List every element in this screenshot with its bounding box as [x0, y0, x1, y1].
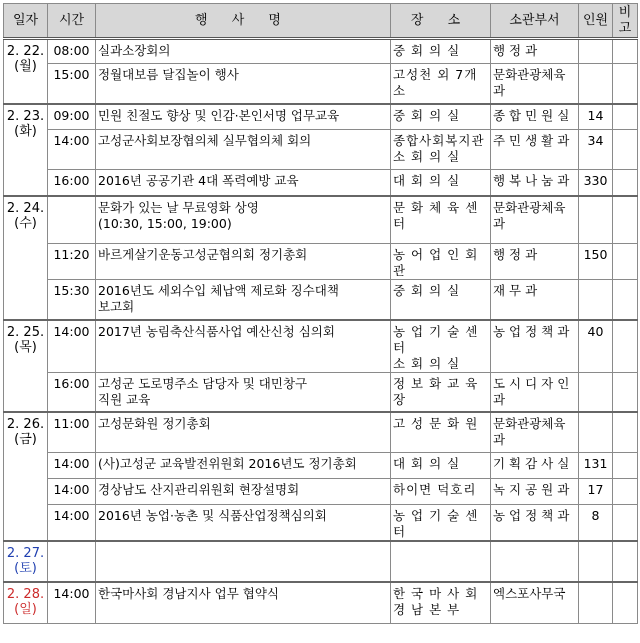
day-weekday: (수) — [14, 215, 37, 231]
day-date-cell — [4, 582, 48, 624]
event-cell — [96, 541, 391, 582]
dept-name: 재 무 과 — [493, 283, 538, 298]
day-weekday: (일) — [14, 601, 37, 617]
time-cell: 11:00 — [48, 412, 96, 452]
day-date: 2. 25. — [6, 324, 45, 340]
event-name: 보고회 — [98, 299, 135, 314]
header-event: 행 사 명 — [96, 4, 391, 39]
dept-name: 행 정 과 — [493, 43, 538, 58]
event-name: 고성군사회보장협의체 실무협의체 회의 — [98, 133, 312, 148]
place-cell — [391, 478, 491, 504]
note-cell — [613, 320, 638, 373]
note-cell — [613, 196, 638, 244]
event-cell — [96, 196, 391, 244]
note-cell — [613, 104, 638, 130]
event-cell — [96, 104, 391, 130]
event-name: 문화가 있는 날 무료영화 상영 — [98, 199, 259, 215]
count-cell — [579, 582, 613, 624]
dept-name: 도 시 디 자 인 과 — [493, 375, 570, 407]
count-cell — [579, 64, 613, 104]
time-cell: 08:00 — [48, 39, 96, 64]
dept-name: 과 — [493, 215, 506, 231]
place-name: 정 보 화 교 육 장 — [393, 375, 479, 407]
day-date-cell — [4, 196, 48, 320]
header-count: 인원 — [579, 4, 613, 39]
place-name: 중 회 의 실 — [393, 43, 461, 58]
event-name: 2016년 농업·농촌 및 식품산업정책심의회 — [98, 507, 327, 523]
note-cell — [613, 478, 638, 504]
event-name: 고성문화원 정기총회 — [98, 416, 211, 431]
event-cell — [96, 412, 391, 452]
time-cell: 14:00 — [48, 582, 96, 624]
event-cell — [96, 504, 391, 541]
note-cell — [613, 39, 638, 64]
table-row — [4, 372, 638, 412]
time-cell: 16:00 — [48, 372, 96, 412]
count-cell: 8 — [579, 504, 613, 541]
note-cell — [613, 280, 638, 320]
time-cell — [48, 541, 96, 582]
dept-name: 종 합 민 원 실 — [493, 107, 570, 123]
dept-cell — [491, 170, 579, 196]
event-name: 정월대보름 달집놀이 행사 — [98, 67, 239, 82]
table-row — [4, 320, 638, 373]
place-name: 소 회 의 실 — [393, 355, 461, 371]
day-date: 2. 24. — [6, 200, 45, 216]
table-row — [4, 412, 638, 452]
table-row — [4, 104, 638, 130]
header-place: 장 소 — [391, 4, 491, 39]
place-name: 농 업 기 술 센 터 — [393, 323, 479, 355]
schedule-table — [3, 3, 638, 624]
count-cell — [579, 196, 613, 244]
dept-cell — [491, 244, 579, 280]
event-cell — [96, 582, 391, 624]
event-cell — [96, 478, 391, 504]
time-cell: 14:00 — [48, 320, 96, 373]
event-name: 고성군 도로명주소 담당자 및 대민창구 — [98, 375, 308, 391]
note-cell — [613, 504, 638, 541]
table-row — [4, 244, 638, 280]
note-cell — [613, 170, 638, 196]
day-weekday: (목) — [14, 339, 37, 355]
count-cell: 14 — [579, 104, 613, 130]
day-weekday: (월) — [14, 59, 37, 74]
event-name: (사)고성군 교육발전위원회 2016년도 정기총회 — [98, 455, 357, 471]
dept-cell — [491, 412, 579, 452]
time-cell: 14:00 — [48, 478, 96, 504]
table-row — [4, 541, 638, 582]
count-cell: 34 — [579, 130, 613, 170]
time-cell: 14:00 — [48, 130, 96, 170]
event-cell — [96, 244, 391, 280]
day-weekday: (화) — [14, 123, 37, 139]
count-cell — [579, 39, 613, 64]
event-name: (10:30, 15:00, 19:00) — [98, 215, 232, 231]
dept-name: 엑스포사무국 — [493, 585, 566, 601]
dept-name: 주 민 생 활 과 — [493, 133, 570, 148]
event-cell — [96, 130, 391, 170]
dept-name: 행 복 나 눔 과 — [493, 173, 570, 188]
place-name: 대 회 의 실 — [393, 173, 461, 188]
event-cell — [96, 39, 391, 64]
table-row — [4, 64, 638, 104]
dept-cell — [491, 64, 579, 104]
place-name: 중 회 의 실 — [393, 283, 461, 298]
dept-cell — [491, 372, 579, 412]
count-cell: 150 — [579, 244, 613, 280]
time-cell: 14:00 — [48, 504, 96, 541]
table-row — [4, 478, 638, 504]
time-cell: 14:00 — [48, 452, 96, 478]
table-row — [4, 130, 638, 170]
event-name: 2017년 농림축산식품사업 예산신청 심의회 — [98, 323, 335, 339]
dept-name: 행 정 과 — [493, 247, 538, 262]
place-name: 고 성 문 화 원 — [393, 416, 479, 431]
event-name: 경상남도 산지관리위원회 현장설명회 — [98, 481, 300, 497]
event-cell — [96, 170, 391, 196]
dept-name: 문화관광체육 — [493, 199, 566, 215]
count-cell: 131 — [579, 452, 613, 478]
header-date: 일자 — [4, 4, 48, 39]
count-cell — [579, 541, 613, 582]
day-date-cell — [4, 104, 48, 196]
dept-name: 농 업 정 책 과 — [493, 323, 570, 339]
place-cell — [391, 39, 491, 64]
table-row — [4, 280, 638, 320]
event-cell — [96, 64, 391, 104]
place-name: 중 회 의 실 — [393, 107, 461, 123]
place-cell — [391, 372, 491, 412]
event-name: 한국마사회 경남지사 업무 협약식 — [98, 585, 279, 601]
note-cell — [613, 130, 638, 170]
place-cell — [391, 130, 491, 170]
note-cell — [613, 244, 638, 280]
dept-cell — [491, 130, 579, 170]
table-row — [4, 39, 638, 64]
dept-cell — [491, 541, 579, 582]
time-cell: 15:30 — [48, 280, 96, 320]
table-row — [4, 196, 638, 244]
place-cell — [391, 320, 491, 373]
event-cell — [96, 372, 391, 412]
event-name: 2016년도 세외수입 체납액 제로화 징수대책 — [98, 283, 339, 298]
place-name: 하이면 덕호리 — [393, 481, 477, 497]
count-cell — [579, 280, 613, 320]
place-cell — [391, 196, 491, 244]
count-cell — [579, 412, 613, 452]
place-cell — [391, 452, 491, 478]
dept-name: 농 업 정 책 과 — [493, 507, 570, 523]
event-name: 바르게살기운동고성군협의회 정기총회 — [98, 247, 308, 262]
dept-cell — [491, 39, 579, 64]
table-row — [4, 504, 638, 541]
place-cell — [391, 64, 491, 104]
day-date: 2. 27. — [6, 545, 45, 561]
dept-cell — [491, 104, 579, 130]
table-row — [4, 452, 638, 478]
time-cell: 09:00 — [48, 104, 96, 130]
event-name: 2016년 공공기관 4대 폭력예방 교육 — [98, 173, 299, 188]
note-cell — [613, 412, 638, 452]
place-name: 소 회 의 실 — [393, 149, 461, 164]
header-note: 비고 — [613, 4, 638, 39]
place-cell — [391, 280, 491, 320]
day-date: 2. 23. — [6, 108, 45, 124]
place-name: 고성천 외 7개소 — [393, 67, 478, 98]
event-name: 직원 교육 — [98, 391, 151, 407]
day-date: 2. 22. — [6, 44, 45, 59]
dept-name: 과 — [493, 83, 506, 98]
dept-cell — [491, 582, 579, 624]
header-dept: 소관부서 — [491, 4, 579, 39]
time-cell: 15:00 — [48, 64, 96, 104]
header-row — [4, 4, 638, 39]
note-cell — [613, 452, 638, 478]
place-cell — [391, 504, 491, 541]
place-name: 한 국 마 사 회 — [393, 585, 479, 601]
dept-cell — [491, 280, 579, 320]
place-name: 종합사회복지관 — [393, 133, 485, 148]
count-cell: 17 — [579, 478, 613, 504]
place-cell — [391, 582, 491, 624]
note-cell — [613, 582, 638, 624]
event-cell — [96, 320, 391, 373]
dept-cell — [491, 452, 579, 478]
dept-cell — [491, 504, 579, 541]
place-cell — [391, 541, 491, 582]
dept-name: 과 — [493, 432, 506, 447]
place-name: 농 어 업 인 회 관 — [393, 247, 479, 278]
time-cell: 16:00 — [48, 170, 96, 196]
time-cell: 11:20 — [48, 244, 96, 280]
dept-cell — [491, 478, 579, 504]
event-name: 민원 친절도 향상 및 인감·본인서명 업무교육 — [98, 107, 340, 123]
place-name: 경 남 본 부 — [393, 601, 461, 617]
place-cell — [391, 412, 491, 452]
note-cell — [613, 541, 638, 582]
day-date: 2. 26. — [6, 417, 45, 432]
dept-name: 문화관광체육 — [493, 416, 566, 431]
day-weekday: (토) — [14, 560, 37, 576]
place-cell — [391, 104, 491, 130]
dept-cell — [491, 196, 579, 244]
place-name: 농 업 기 술 센 터 — [393, 507, 479, 539]
day-date-cell — [4, 39, 48, 104]
place-name: 대 회 의 실 — [393, 455, 461, 471]
note-cell — [613, 64, 638, 104]
dept-name: 녹 지 공 원 과 — [493, 481, 570, 497]
day-date-cell — [4, 412, 48, 541]
event-cell — [96, 280, 391, 320]
count-cell: 40 — [579, 320, 613, 373]
table-row — [4, 170, 638, 196]
day-weekday: (금) — [14, 432, 37, 447]
header-time: 시간 — [48, 4, 96, 39]
place-cell — [391, 244, 491, 280]
dept-name: 기 획 감 사 실 — [493, 455, 570, 471]
table-row — [4, 582, 638, 624]
note-cell — [613, 372, 638, 412]
dept-cell — [491, 320, 579, 373]
count-cell — [579, 372, 613, 412]
dept-name: 문화관광체육 — [493, 67, 566, 82]
schedule-body — [4, 39, 638, 624]
place-cell — [391, 170, 491, 196]
day-date: 2. 28. — [6, 586, 45, 602]
event-name: 실과소장회의 — [98, 43, 171, 58]
time-cell — [48, 196, 96, 244]
place-name: 문 화 체 육 센 터 — [393, 199, 479, 231]
day-date-cell — [4, 320, 48, 413]
count-cell: 330 — [579, 170, 613, 196]
event-cell — [96, 452, 391, 478]
day-date-cell — [4, 541, 48, 582]
